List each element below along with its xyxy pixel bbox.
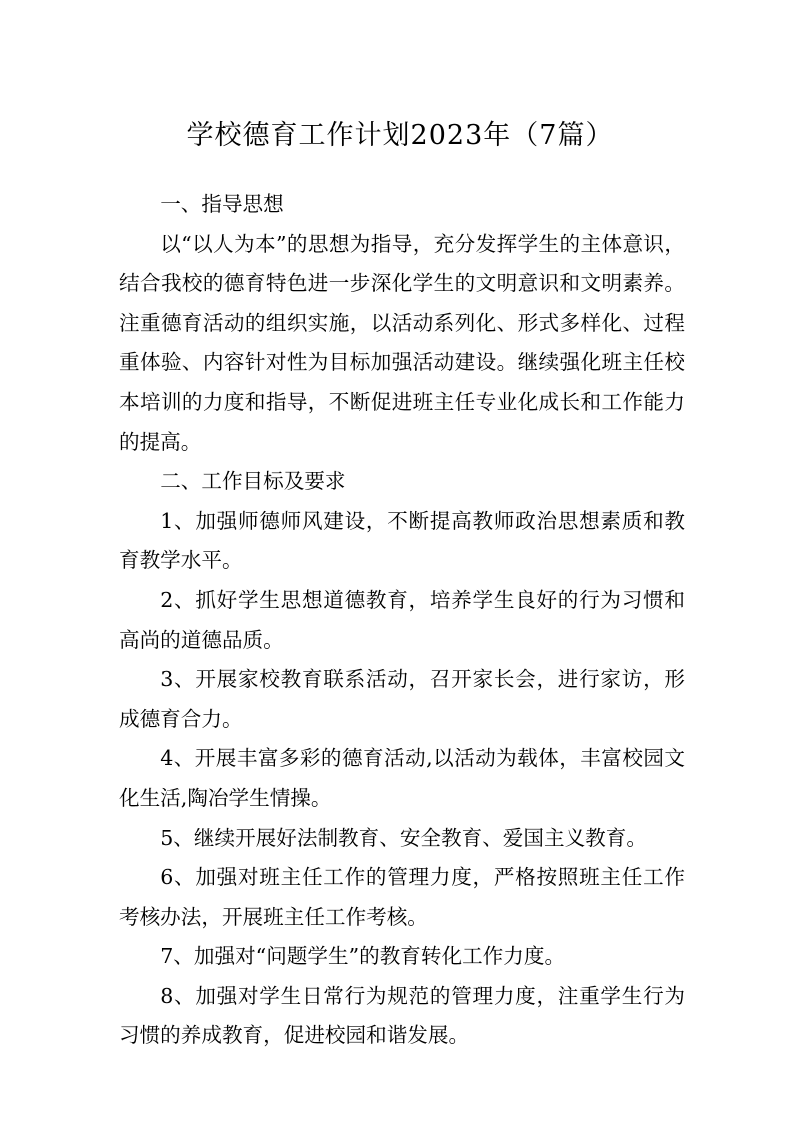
list-item-6: 6、加强对班主任工作的管理力度，严格按照班主任工作考核办法，开展班主任工作考核。 <box>119 865 685 929</box>
list-item-5: 5、继续开展好法制教育、安全教育、爱国主义教育。 <box>160 825 647 850</box>
section-heading-goals-requirements: 二、工作目标及要求 <box>160 469 346 494</box>
document-body <box>119 185 685 1056</box>
list-item-4: 4、开展丰富多彩的德育活动,以活动为载体，丰富校园文化生活,陶冶学生情操。 <box>119 746 685 810</box>
document-title: 学校德育工作计划2023年（7篇） <box>186 120 614 152</box>
list-item-7: 7、加强对“问题学生”的教育转化工作力度。 <box>160 944 566 969</box>
list-item-1: 1、加强师德师风建设，不断提高教师政治思想素质和教育教学水平。 <box>119 508 685 573</box>
list-item-2: 2、抓好学生思想道德教育，培养学生良好的行为习惯和高尚的道德品质。 <box>119 587 685 652</box>
section-heading-guiding-ideology: 一、指导思想 <box>160 192 284 216</box>
list-item-3: 3、开展家校教育联系活动，召开家长会，进行家访，形成德育合力。 <box>119 667 685 731</box>
list-item-8: 8、加强对学生日常行为规范的管理力度，注重学生行为习惯的养成教育，促进校园和谐发展。 <box>119 983 685 1048</box>
paragraph-guiding-ideology: 以“以人为本”的思想为指导，充分发挥学生的主体意识，结合我校的德育特色进一步深化学生的文明意识和文明素养。注重德育活动的组织实施，以活动系列化、形式多样化、过程重体验、内容针对性为目标加强活动建设。继续强化班主任校本培训的力度和指导，不断促进班主任专业化成长和工作能力的提高。 <box>119 231 685 454</box>
